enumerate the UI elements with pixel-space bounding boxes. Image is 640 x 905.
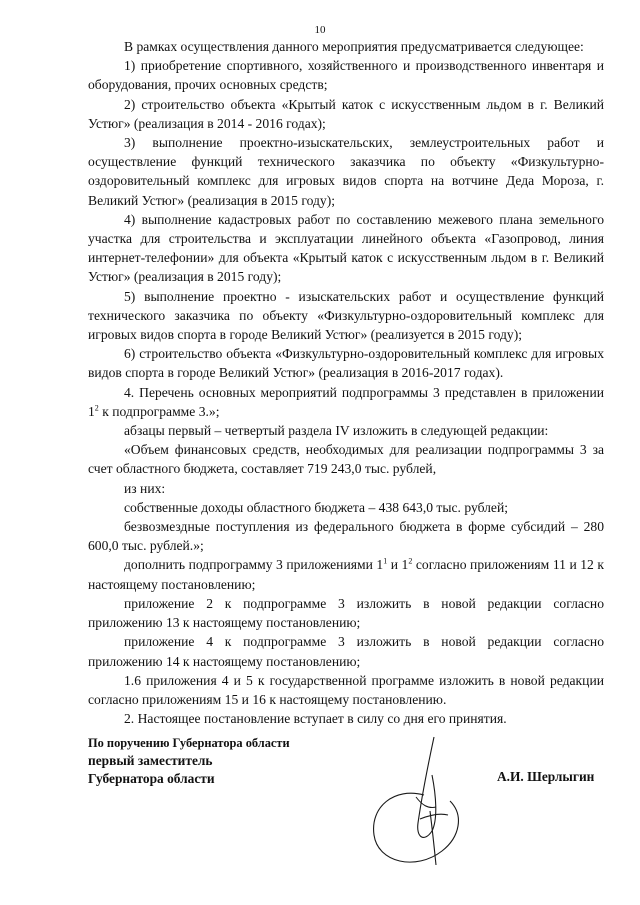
signature-title-block xyxy=(88,734,290,788)
paragraph-federal-subsidy: безвозмездные поступления из федерального бюджета в форме субсидий – 280 600,0 тыс. рублей.»; xyxy=(88,519,604,554)
paragraph-item-4: 4) выполнение кадастровых работ по составлению межевого плана земельного участка для строительства и эксплуатации линейного объекта «Газопровод, линия интернет-телефонии» для объекта «Крытый каток с искусственным льдом в г. Великий Устюг» (реализация в 2015 году); xyxy=(88,211,604,285)
document-body xyxy=(88,37,604,728)
signature-line-3: Губернатора области xyxy=(88,771,215,786)
paragraph-appendices-4-5: 1.6 приложения 4 и 5 к государственной программе изложить в новой редакции согласно приложениям 15 и 16 к настоящему постановлению. xyxy=(88,672,604,707)
signer-name: А.И. Шерлыгин xyxy=(497,769,595,784)
paragraph-item-3: 3) выполнение проектно-изыскательских, землеустроительных работ и осуществление функций технического заказчика по объекту «Физкультурно-оздоровительный комплекс для игровых видов спорта на вотчине Деда Мороза, г. Великий Устюг» (реализация в 2015 году); xyxy=(88,135,604,208)
paragraph-of-which: из них: xyxy=(124,480,166,496)
signature-line-2: первый заместитель xyxy=(88,753,213,768)
paragraph-item-1: 1) приобретение спортивного, хозяйственного и производственного инвентаря и оборудования, прочих основных средств; xyxy=(88,58,604,93)
paragraph-appendix-4: приложение 4 к подпрограмме 3 изложить в новой редакции согласно приложению 14 к настоящему постановлению; xyxy=(88,634,604,669)
signature-line-1: По поручению Губернатора области xyxy=(88,736,290,750)
paragraph-intro: В рамках осуществления данного мероприятия предусматривается следующее: xyxy=(124,39,584,54)
paragraph-appendix-2: приложение 2 к подпрограмме 3 изложить в новой редакции согласно приложению 13 к настоящему постановлению; xyxy=(88,595,604,631)
paragraph-supplement: дополнить подпрограмму 3 приложениями $1^1$ и $1^2$ согласно приложениям 11 и 12 к настоящему постановлению; xyxy=(88,556,604,592)
paragraph-funding-total: «Объем финансовых средств, необходимых для реализации подпрограммы 3 за счет областного бюджета, составляет 719 243,0 тыс. рублей, xyxy=(88,442,604,477)
paragraph-own-revenue: собственные доходы областного бюджета – 438 643,0 тыс. рублей; xyxy=(124,499,509,515)
handwritten-signature xyxy=(364,735,474,875)
paragraph-effective-date: 2. Настоящее постановление вступает в силу со дня его принятия. xyxy=(124,711,507,727)
paragraph-item-2: 2) строительство объекта «Крытый каток с искусственным льдом в г. Великий Устюг» (реализация в 2014 - 2016 годах); xyxy=(88,96,604,131)
page-number: 10 xyxy=(314,24,326,36)
paragraph-list-ref: 4. Перечень основных мероприятий подпрограммы 3 представлен в приложении $1^2$ к подпрограмме 3.»; xyxy=(88,384,604,419)
paragraph-item-6: 6) строительство объекта «Физкультурно-оздоровительный комплекс для игровых видов спорта в городе Великий Устюг» (реализация в 2016-2017 годах). xyxy=(88,346,604,381)
paragraph-section-iv: абзацы первый – четвертый раздела IV изложить в следующей редакции: xyxy=(124,423,549,439)
paragraph-item-5: 5) выполнение проектно - изыскательских работ и осуществление функций технического заказчика по объекту «Физкультурно-оздоровительный комплекс для игровых видов спорта в городе Великий Устюг» (реализуется в 2015 году); xyxy=(88,288,604,343)
